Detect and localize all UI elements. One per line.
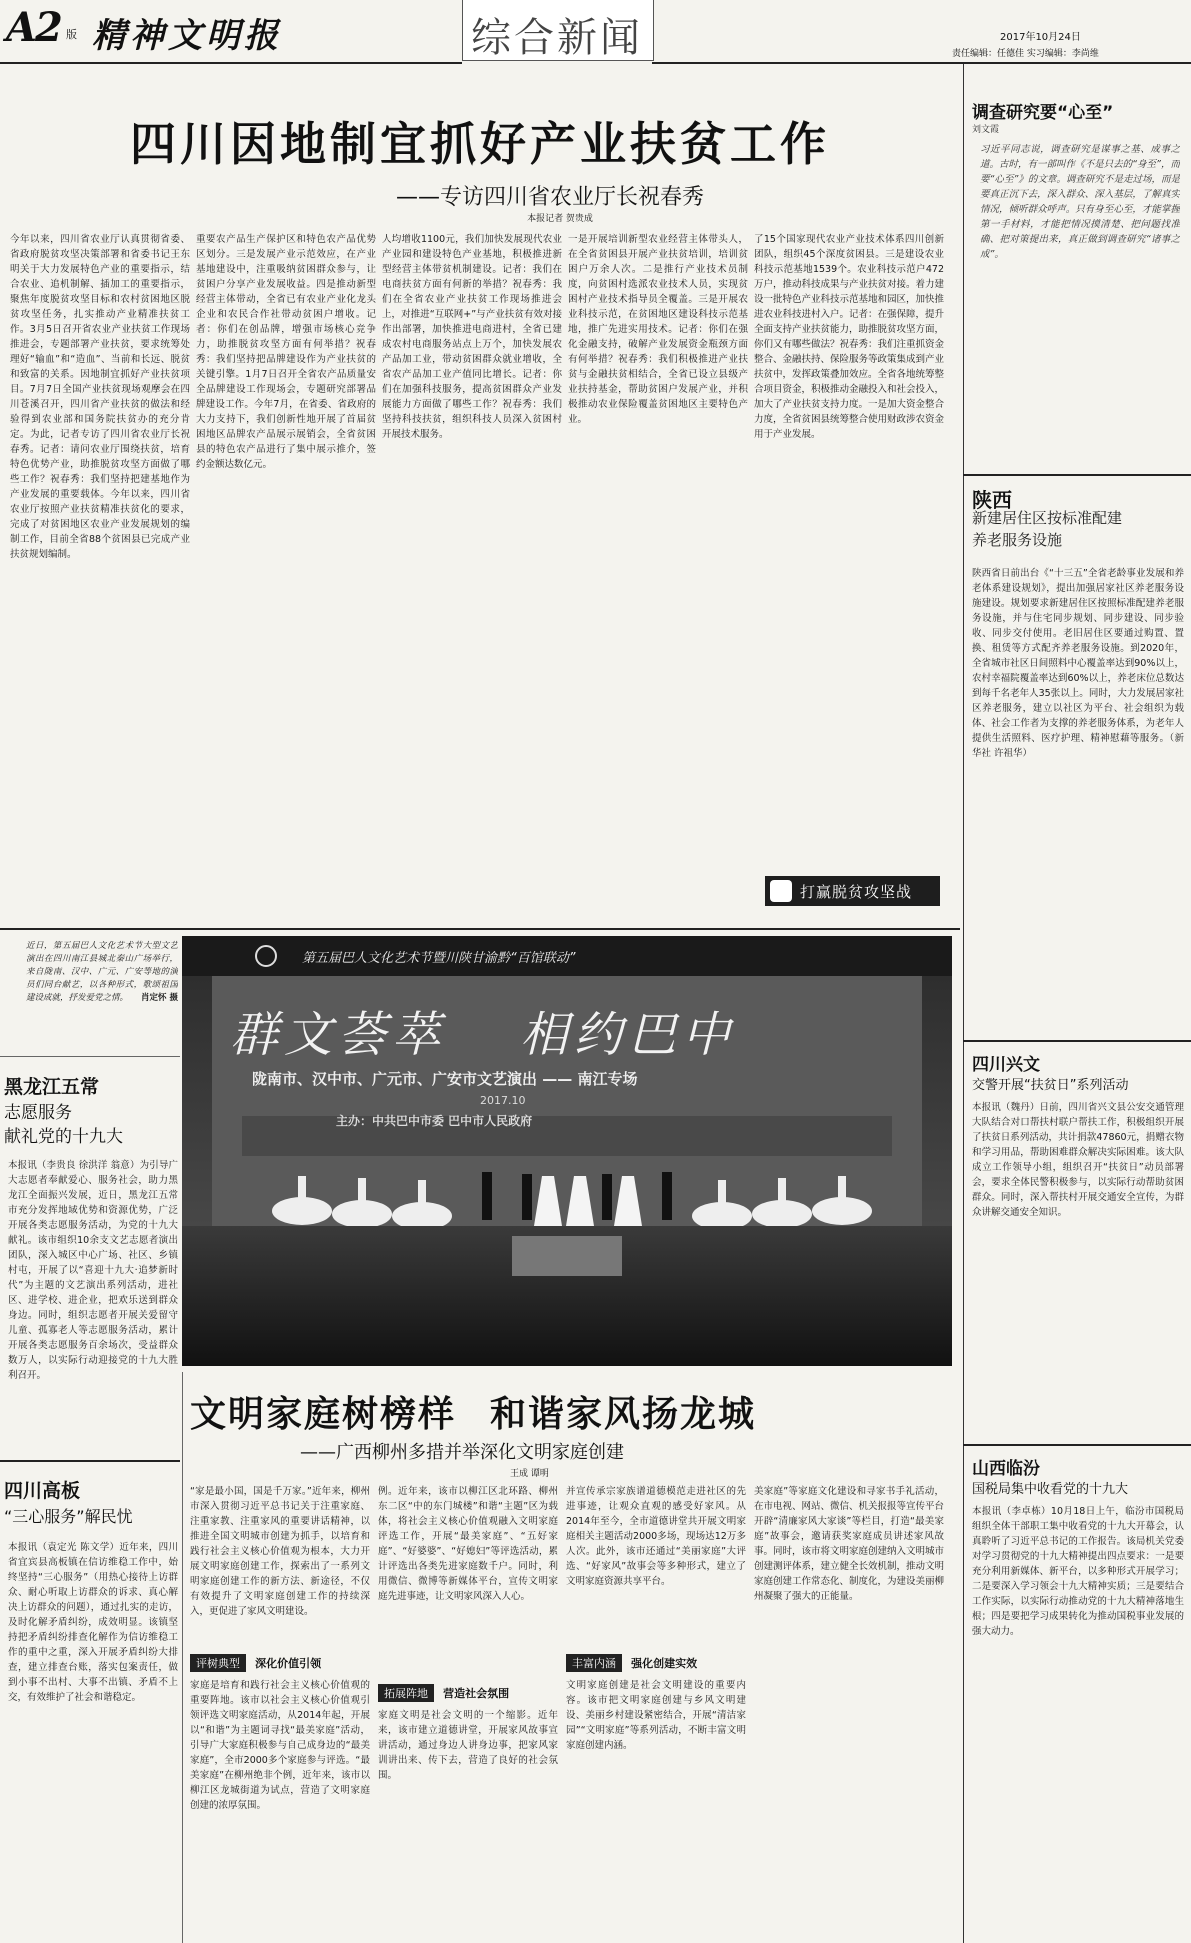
liuzhou-subhead: ——广西柳州多措并举深化文明家庭创建 — [300, 1442, 624, 1463]
heilongjiang-body: 本报讯（李贵良 徐洪洋 翁意）为引导广大志愿者奉献爱心、服务社会，助力黑龙江全面振兴发展，近日，黑龙江五常市充分发挥地域优势和资源优势，广泛开展各类志愿服务活动，为党的十九大献礼。该市组织10余支文艺志愿者演出团队，深入城区中心广场、社区、乡镇村屯，开展了以“喜迎十九大·追梦新时代”为主题的文艺演出系列活动，进社区、进学校、进企业，把欢乐送到群众身边。同时，组织志愿者开展关爱留守儿童、孤寡老人等志愿服务活动，累计开展各类志愿服务百余场次，受益群众数万人，以实际行动迎接党的十九大胜利召开。 — [8, 1160, 178, 1381]
linfen-sub: 国税局集中收看党的十九大 — [972, 1482, 1129, 1497]
lead-subhead: ——专访四川省农业厅长祝春秀 — [395, 185, 704, 210]
lead-col-3: 人均增收1100元，我们加快发展现代农业产业园和建设特色产业基地，积极推进新型经营主体带贫机制建设。记者：我们在电商扶贫方面有何新的举措？祝春秀：我们在全省农业产业扶贫工作现场推进会上，对推进“互联网+”与产业扶贫有效对接作出部署，加快推进电商进村，全省已建成农村电商服务站点上万个，加快发展农产品加工业，带动贫困群众就业增收，全省农产品加工业产值同比增长。记者：你们在加强科技服务，提高贫困群众产业发展能力方面做了哪些工作？祝春秀：我们坚持科技扶贫，组织科技人员深入贫困村开展技术服务。 — [382, 234, 562, 440]
fist-icon — [770, 880, 792, 902]
xingwen-sub: 交警开展“扶贫日”系列活动 — [972, 1078, 1129, 1093]
photo-host-line: 主办：中共巴中市委 巴中市人民政府 — [336, 1114, 533, 1128]
lead-col-5: 了15个国家现代农业产业技术体系四川创新团队，组织45个深度贫困县。三是建设农业科技示范基地1539个。农业科技示范户472万户，推动科技成果与产业扶贫对接。着力建设一批特色产业科技示范基地和园区，加快推进农业科技进村入户。记者：在强保障，提升全面支持产业扶贫能力，助推脱贫攻坚方面，你们又有哪些做法？祝春秀：我们注重抓资金整合、金融扶持、保险服务等政策集成到产业扶贫中，发挥政策叠加效应。全省各地统筹整合项目资金，积极推动金融投入和社会投入，加大了产业扶贫支持力度。一是加大资金整合力度，全省贫困县统筹整合使用财政涉农资金用于产业发展。 — [754, 234, 944, 440]
liuzhou-col-3: 并宣传承宗家族谱道德模范走进社区的先进事迹，让观众直观的感受好家风。从2014年至今，全市道德讲堂共开展文明家庭相关主题活动2000多场，现场达12万多人次。此外，该市还通过“美丽家庭”大评选、“好家风”故事会等多种形式，建立了文明家庭资源共享平台。 丰富内涵 强化创建实效 文明家庭创建是社会文明建设的重要内容。该市把文明家庭创建与乡风文明建设、美丽乡村建设紧密结合，开展“清洁家园”“文明家庭”等系列活动，不断丰富文明家庭创建内涵。 — [566, 1486, 746, 1751]
photo-banner-top: 第五届巴人文化艺术节暨川陕甘渝黔“百馆联动” — [302, 951, 576, 966]
photo-caption: 近日，第五届巴人文化艺术节大型文艺演出在四川南江县城北秦山广场举行，来自陇南、汉中、广元、广安等地的演员们同台献艺，以各种形式，歌颂祖国建设成就，抒发爱党之情。 肖定怀 摄 — [26, 941, 178, 1003]
shaanxi-body: 陕西省日前出台《“十三五”全省老龄事业发展和养老体系建设规划》，提出加强居家社区养老服务设施建设。规划要求新建居住区按照标准配建养老服务设施，并与住宅同步规划、同步建设、同步验收、同步交付使用。老旧居住区要通过购置、置换、租赁等方式配齐养老服务设施。到2020年，全省城市社区日间照料中心覆盖率达到90%以上，农村幸福院覆盖率达到60%以上，养老床位总数达到每千名老年人35张以上。同时，大力发展居家社区养老服务，建立以社区为平台、社会组织为载体、社会工作者为支撑的养老服务体系，为老年人提供生活照料、医疗护理、精神慰藉等服务。（新华社 许祖华） — [972, 568, 1184, 759]
shaanxi-sub2: 养老服务设施 — [972, 531, 1063, 549]
liuzhou-col-1: “家是最小国，国是千万家。”近年来，柳州市深入贯彻习近平总书记关于注重家庭、注重家教、注重家风的重要讲话精神，以推进全国文明城市创建为抓手，以培育和践行社会主义核心价值观为根本，大力开展文明家庭创建工作，探索出了一系列文明家庭创建工作的新方法、新途径，不仅有效提升了文明家庭创建工作的持续深入，更促进了家风文明建设。 评树典型 深化价值引领 家庭是培育和践行社会主义核心价值观的重要阵地。该市以社会主义核心价值观引领评选文明家庭活动，从2014年起，开展以“和谐”为主题词寻找“最美家庭”活动，引导广大家庭积极参与自己成身边的“最美家庭”，全市2000多个家庭参与评选。“最美家庭”在柳州绝非个例，近年来，该市以柳江区龙城街道为试点，营造了文明家庭创建的浓厚氛围。 — [190, 1486, 370, 1811]
section-title: 综合新闻 — [471, 15, 643, 61]
lead-col-2: 重要农产品生产保护区和特色农产品优势区划分。三是发展产业示范效应，在产业基地建设中，注重吸纳贫困群众参与，让贫困户分享产业发展收益。四是推动新型经营主体带动，全省已有农业产业化龙头企业和农民合作社带动贫困户增收。记者：你们在创品牌，增强市场核心竞争力，助推脱贫攻坚方面有何举措？祝春秀：我们坚持把品牌建设作为产业扶贫的关键引擎。1月7日召开全省农产品质量安全品牌建设工作现场会，专题研究部署品牌建设工作。今年7月，在省委、省政府的大力支持下，我们创新性地开展了首届贫困地区品牌农产品展示展销会，全省贫困县的特色农产品进行了集中展示推介，签约金额达数亿元。 — [196, 234, 376, 470]
survey-author: 刘文霞 — [972, 125, 1000, 135]
liuzhou-col-2: 例。近年来，该市以柳江区北环路、柳州东二区“中的东门城楼”和谐“主题”区为载体，将社会主义核心价值观融入文明家庭评选工作，开展“最美家庭”、“五好家庭”、“好婆婆”、“好媳妇”等评选活动，累计评选出各类先进家庭数千户。同时，利用微信、微博等新媒体平台，宣传文明家庭先进事迹，让文明家风深入人心。 拓展阵地 营造社会氛围 家庭文明是社会文明的一个缩影。近年来，该市建立道德讲堂，开展家风故事宣讲活动，通过身边人讲身边事，把家风家训讲出来、传下去，营造了良好的社会氛围。 — [378, 1486, 558, 1781]
page-suffix: 版 — [66, 28, 77, 41]
linfen-headline: 山西临汾 — [972, 1459, 1040, 1479]
liuzhou-byline: 王成 谭明 — [510, 1469, 549, 1479]
shaanxi-headline: 陕西 — [972, 488, 1012, 512]
chip-tuozhan: 拓展阵地 — [378, 1684, 434, 1702]
chip-fengfu-tail: 强化创建实效 — [631, 1657, 698, 1670]
photo-date-line: 2017.10 — [480, 1094, 526, 1107]
liuzhou-headline-a: 文明家庭树榜样 — [190, 1394, 457, 1435]
chip-tuozhan-tail: 营造社会氛围 — [443, 1687, 510, 1700]
column-badge-label: 打赢脱贫攻坚战 — [800, 882, 913, 901]
photo-city-line: 陇南市、汉中市、广元市、广安市文艺演出 —— 南江专场 — [252, 1070, 638, 1088]
chip-pingshu-tail: 深化价值引领 — [255, 1657, 322, 1670]
liuzhou-headline-b: 和谐家风扬龙城 — [490, 1394, 757, 1435]
survey-title: 调查研究要“心至” — [972, 103, 1114, 123]
gaoban-sub: “三心服务”解民忧 — [4, 1507, 133, 1526]
paper-name: 精神文明报 — [92, 16, 282, 56]
gaoban-body: 本报讯（袁定光 陈文学）近年来，四川省宜宾县高板镇在信访维稳工作中，始终坚持“三心服务”（用热心接待上访群众、耐心听取上访群众的诉求、真心解决上访群众的问题），通过扎实的走访，及时化解矛盾纠纷，成效明显。该镇坚持把矛盾纠纷排查化解作为信访维稳工作的重中之重，深入开展矛盾纠纷大排查，建立排查台账，落实包案责任，做到小事不出村、大事不出镇、矛盾不上交，有效维护了社会和谐稳定。 — [8, 1542, 178, 1703]
photo-title-a: 群文荟萃 — [230, 1007, 447, 1063]
xingwen-headline: 四川兴文 — [972, 1055, 1040, 1075]
survey-body: 习近平同志说，调查研究是谋事之基、成事之道。古时，有一部叫作《不是只去的“身至”，而要“心至”》的文章。调查研究不是走过场，而是要真正沉下去，深入群众、深入基层，了解真实情况，倾听群众呼声。只有身至心至，才能掌握第一手材料，才能把情况摸清楚、把问题找准确、把对策提出来，真正做到调查研究“诸事之成”。 — [980, 144, 1180, 260]
linfen-body: 本报讯（李卓栋）10月18日上午，临汾市国税局组织全体干部职工集中收看党的十九大开幕会，认真聆听了习近平总书记的工作报告。该局机关党委对学习贯彻党的十九大精神提出四点要求：一是要充分利用新媒体、新平台，以多种形式开展学习；二是要深入学习领会十九大精神实质；三是要结合工作实际，以实际行动推动党的十九大精神落地生根；四是要把学习成果转化为推动国税事业发展的强大动力。 — [972, 1506, 1184, 1637]
masthead — [0, 0, 1191, 78]
editors-line: 责任编辑：任德佳 实习编辑：李尚维 — [952, 49, 1099, 59]
liuzhou-col-4: 美家庭”等家庭文化建设和寻家书手礼活动，在市电视、网站、微信、机关报报等宣传平台开辟“清廉家风大家谈”等栏目，打造“最美家庭”故事会，邀请获奖家庭成员讲述家风故事。同时，该市将文明家庭创建纳入文明城市创建测评体系，建立健全长效机制，推动文明家庭创建工作常态化、制度化，为建设美丽柳州凝聚了强大的正能量。 — [754, 1486, 944, 1602]
xingwen-body: 本报讯（魏丹）日前，四川省兴文县公安交通管理大队结合对口帮扶村联户帮扶工作，积极组织开展了扶贫日系列活动，共计捐款47860元，捐赠衣物和学习用品，帮助困难群众解决实际困难。该大队成立工作领导小组，组织召开“扶贫日”动员部署会，要求全体民警积极参与，以实际行动帮助贫困群众。同时，深入帮扶村开展交通安全宣传，为群众讲解交通安全知识。 — [972, 1102, 1184, 1218]
lead-headline: 四川因地制宜抓好产业扶贫工作 — [130, 117, 830, 171]
lead-byline: 本报记者 贺贵成 — [527, 214, 593, 224]
heilongjiang-headline: 黑龙江五常 — [4, 1076, 100, 1098]
lead-col-4: 一是开展培训新型农业经营主体带头人，在全省贫困县开展产业扶贫培训，培训贫困户万余人次。二是推行产业技术员制度，向贫困村选派农业技术人员，实现贫困村产业技术指导员全覆盖。三是开展农业科技示范，在贫困地区建设科技示范基地，推广先进实用技术。记者：你们在强化金融支持，破解产业发展资金瓶颈方面有何举措？祝春秀：我们积极推进产业扶贫与金融扶贫相结合，全省已设立县级产业扶持基金，帮助贫困户发展产业，并积极推动农业保险覆盖贫困地区主要特色产业。 — [568, 234, 748, 425]
heilongjiang-sub1: 志愿服务 — [4, 1103, 72, 1123]
lead-col-1: 今年以来，四川省农业厅认真贯彻省委、省政府脱贫攻坚决策部署和省委书记王东明关于大力发展特色产业的重要指示，结合农业、追机制解、插加工的重要指示，聚焦年度脱贫攻坚目标和农村贫困地区脱贫攻坚任务，扎实推动产业精准扶贫工作。3月5日召开省农业产业扶贫工作现场推进会，专题部署产业扶贫，要求统筹处理好“输血”和“造血”、当前和长远、脱贫和致富的关系。因地制宜抓好产业扶贫项目。7月7日全国产业扶贫现场观摩会在四川苍溪召开，四川省产业扶贫的做法和经验得到农业部和国务院扶贫办的充分肯定。为此，记者专访了四川省农业厅长祝春秀。记者：请问农业厅围绕扶贫，培育特色优势产业，助推脱贫攻坚方面做了哪些工作？祝春秀：我们坚持把建基地作为产业发展的重要载体。今年以来，四川省农业厅按照产业扶贫精准扶贫化的要求，完成了对贫困地区农业产业发展规划的编制工作，目前全省88个贫困县已完成产业扶贫规划编制。 — [10, 234, 190, 560]
shaanxi-sub1: 新建居住区按标准配建 — [972, 509, 1123, 527]
heilongjiang-sub2: 献礼党的十九大 — [4, 1127, 123, 1147]
column-badge — [765, 876, 940, 906]
page-number: A2 — [6, 4, 61, 51]
chip-pingshu: 评树典型 — [190, 1654, 246, 1672]
issue-date: 2017年10月24日 — [1000, 32, 1081, 43]
gaoban-headline: 四川高板 — [4, 1480, 81, 1502]
chip-fengfu: 丰富内涵 — [566, 1654, 622, 1672]
photo-title-b: 相约巴中 — [520, 1007, 737, 1063]
photo-caption-author: 肖定怀 摄 — [141, 993, 178, 1003]
